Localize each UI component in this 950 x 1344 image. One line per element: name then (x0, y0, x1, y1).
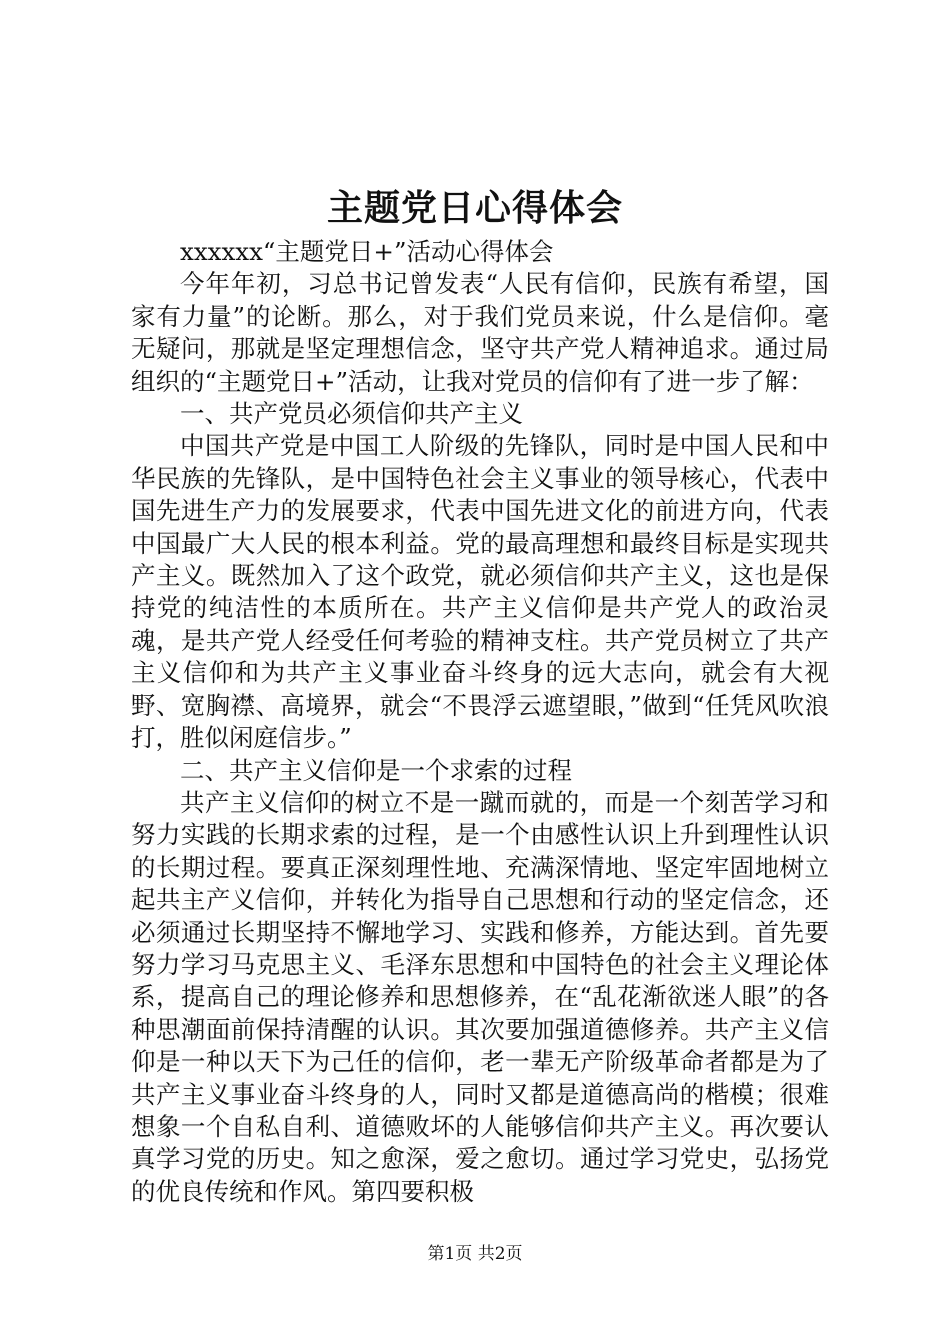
subtitle-paragraph: xxxxxx“主题党日+”活动心得体会 (180, 237, 554, 266)
section-2-paragraph: 共产主义信仰的树立不是一蹴而就的，而是一个刻苦学习和努力实践的长期求索的过程，是一个由感性认识上升到理性认识的长期过程。要真正深刻理性地、充满深情地、坚定牢固地树立起共主产义信仰，并转化为指导自己思想和行动的坚定信念，还必须通过长期坚持不懈地学习、实践和修养，方能达到。首先要努力学习马克思主义、毛泽东思想和中国特色的社会主义理论体系，提高自己的理论修养和思想修养，在“乱花渐欲迷人眼”的各种思潮面前保持清醒的认识。其次要加强道德修养。共产主义信仰是一种以天下为己任的信仰，老一辈无产阶级革命者都是为了共产主义事业奋斗终身的人，同时又都是道德高尚的楷模；很难想象一个自私自利、道德败坏的人能够信仰共产主义。再次要认真学习党的历史。知之愈深，爱之愈切。通过学习党史，弘扬党的优良传统和作风。第四要积极 (131, 787, 829, 1206)
section-1-paragraph: 中国共产党是中国工人阶级的先锋队，同时是中国人民和中华民族的先锋队，是中国特色社会主义事业的领导核心，代表中国先进生产力的发展要求，代表中国先进文化的前进方向，代表中国最广大人民的根本利益。党的最高理想和最终目标是实现共产主义。既然加入了这个政党，就必须信仰共产主义，这也是保持党的纯洁性的本质所在。共产主义信仰是共产党人的政治灵魂，是共产党人经受任何考验的精神支柱。共产党员树立了共产主义信仰和为共产主义事业奋斗终身的远大志向，就会有大视野、宽胸襟、高境界，就会“不畏浮云遮望眼，”做到“任凭风吹浪打，胜似闲庭信步。” (131, 431, 829, 753)
intro-paragraph: 今年年初，习总书记曾发表“人民有信仰，民族有希望，国家有力量”的论断。那么，对于我们党员来说，什么是信仰。毫无疑问，那就是坚定理想信念，坚守共产党人精神追求。通过局组织的“主题党日+”活动，让我对党员的信仰有了进一步了解： (131, 269, 829, 396)
section-heading-2: 二、共产主义信仰是一个求索的过程 (180, 755, 572, 785)
document-title: 主题党日心得体会 (326, 187, 623, 229)
section-heading-1: 一、共产党员必须信仰共产主义 (180, 399, 523, 429)
document-body (131, 236, 829, 1208)
page-footer: 第1页 共2页 (427, 1244, 523, 1264)
